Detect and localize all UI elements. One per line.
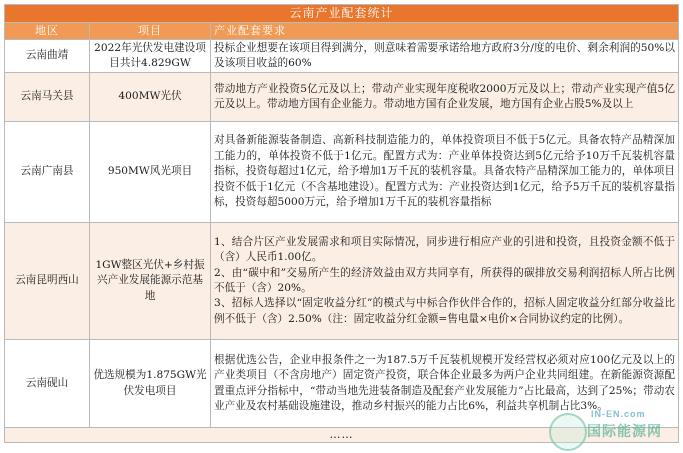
header-region: 地区 [5, 23, 90, 40]
table-ellipsis: …… [5, 428, 679, 443]
table-row [5, 122, 679, 223]
watermark-name: 国际能源网 [587, 424, 662, 440]
project-cell: 950MW风光项目 [90, 122, 211, 223]
table-header-row [5, 23, 679, 40]
requirement-cell: 投标企业想要在该项目得到满分，则意味着需要承诺给地方政府3分/度的电价、剩余利润的50%以及该项目收益的60% [211, 40, 679, 73]
region-cell: 云南广南县 [5, 122, 90, 223]
project-cell: 优选规模为1.875GW光伏发电项目 [90, 340, 211, 428]
project-cell: 1GW整区光伏+乡村振兴产业发展能源示范基地 [90, 223, 211, 340]
table-title-row [5, 5, 679, 23]
table-row [5, 223, 679, 340]
watermark-url: IN-EN.com [591, 409, 646, 419]
requirement-cell [211, 223, 679, 340]
region-cell: 云南马关县 [5, 73, 90, 122]
header-requirement: 产业配套要求 [211, 23, 679, 40]
requirement-cell: 带动地方产业投资5亿元及以上；带动产业实现年度税收2000万元及以上；带动产业实现产值5亿元及以上。带动地方国有企业能力。带动地方国有企业发展，地方国有企业占股5%及以上 [211, 73, 679, 122]
table-title: 云南产业配套统计 [5, 5, 679, 23]
industry-support-table-container [4, 4, 678, 443]
project-cell: 400MW光伏 [90, 73, 211, 122]
region-cell: 云南昆明西山 [5, 223, 90, 340]
requirement-item: 2、由“碳中和”交易所产生的经济效益由双方共同享有，所获得的碳排放交易利润招标人所占比例不低于（含）20%。 [214, 266, 676, 294]
requirement-item: 1、结合片区产业发展需求和项目实际情况，同步进行相应产业的引进和投资，且投资金额不低于（含）人民币1.00亿。 [214, 235, 676, 264]
project-cell: 2022年光伏发电建设项目共计4.829GW [90, 40, 211, 73]
table-row [5, 340, 679, 428]
requirement-cell: 根据优选公告，企业申报条件之一为187.5万千瓦装机规模开发经营权必须对应100亿元及以上的产业类项目（不含房地产）固定资产投资，联合体企业最多为两户企业共同组建。在新能源资源配置重点评分指标中，“带动当地先进装备制造及配套产业发展能力”占比最高，达到了25%；带动农业产业及农村基础设施建设，推动乡村振兴的能力占比6%，利益共享机制占比3%。 [211, 340, 679, 428]
requirement-item: 3、招标人选择以“固定收益分红”的模式与中标合作伙伴合作的，招标人固定收益分红部分收益比例不低于（含）2.50%（注：固定收益分红金额=售电量×电价×合同协议约定的比例）。 [214, 297, 676, 325]
region-cell: 云南曲靖 [5, 40, 90, 73]
industry-support-table [4, 4, 679, 443]
table-row [5, 40, 679, 73]
header-project: 项目 [90, 23, 211, 40]
region-cell: 云南砚山 [5, 340, 90, 428]
requirement-cell: 对具备新能源装备制造、高新科技制造能力的，单体投资项目不低于5亿元。具备农特产品精深加工能力的，单体投资不低于1亿元。配置方式为：产业单体投资达到5亿元给予10万千瓦装机容量指标，投资每超过1亿元，给予增加1万千瓦的装机容量。具备农特产品精深加工能力的，单体项目投资不低于1亿元（不含基地建设）。配置方式为：产业投资达到1亿元，给予5万千瓦的装机容量指标，投资每超5000万元，给予增加1万千瓦的装机容量指标 [211, 122, 679, 223]
table-footer-row [5, 428, 679, 443]
table-row [5, 73, 679, 122]
